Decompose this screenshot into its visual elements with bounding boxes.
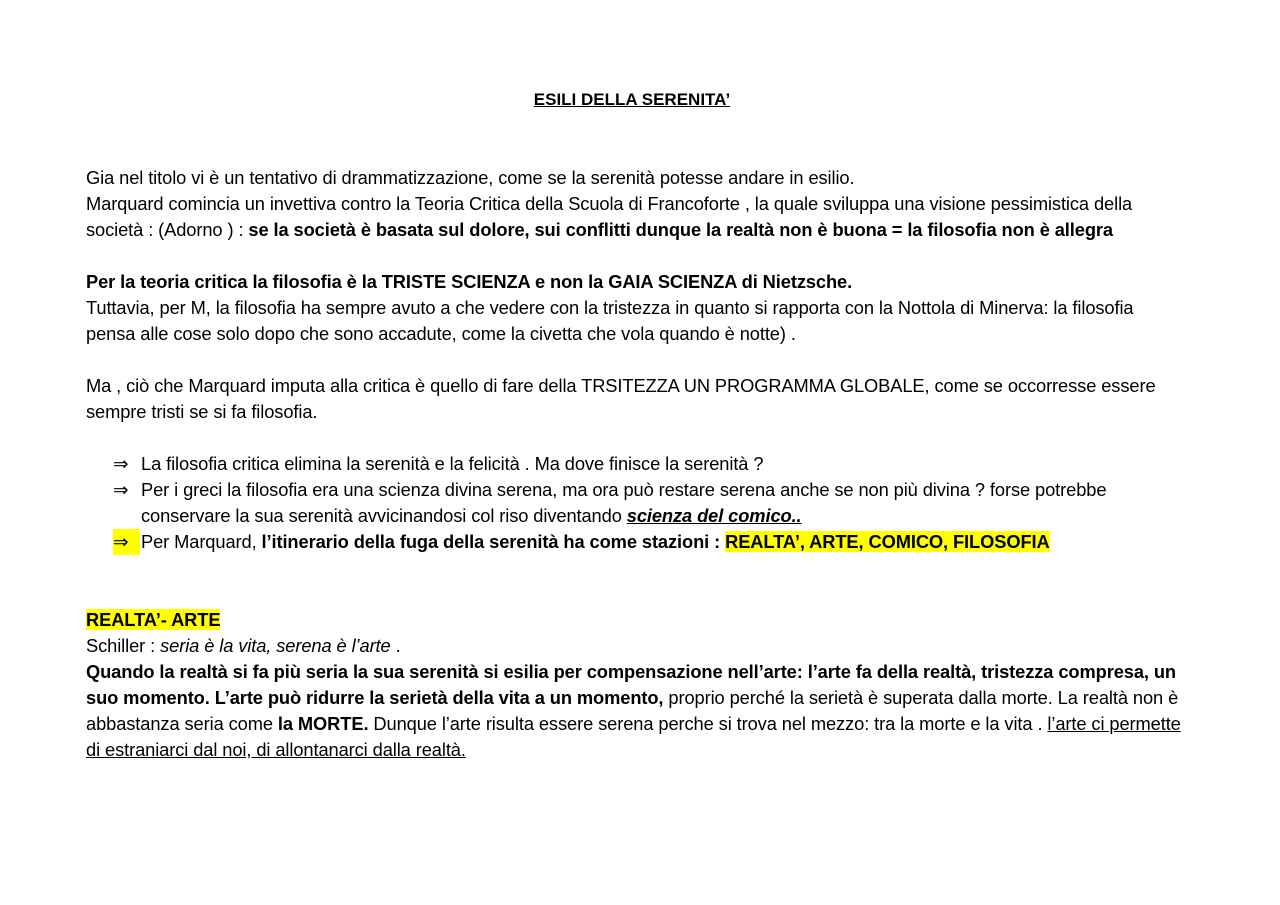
paragraph-critica <box>86 269 1186 347</box>
intro-line-2: Marquard comincia un invettiva contro la Teoria Critica della Scuola di Francoforte , la quale sviluppa una visione pessimistica della società : (Adorno ) : <box>86 193 1133 240</box>
arrow-icon: ⇒ <box>113 479 129 500</box>
arte-bold-1: Quando la realtà si fa più seria la sua serenità si esilia per compensazione nell’arte: l’arte fa della realtà, tristezza compresa, un suo momento. L’arte può ridurre la serietà della vita a un momento, <box>86 661 1177 708</box>
bullet-list <box>86 451 1186 555</box>
section-heading <box>86 607 1186 633</box>
bullet-2-emphasis: scienza del comico.. <box>626 505 802 526</box>
intro-bold: se la società è basata sul dolore, sui conflitti dunque la realtà non è buona = la filosofia non è allegra <box>248 219 1113 240</box>
schiller-end: . <box>390 635 401 656</box>
spacer <box>86 581 1186 607</box>
bullet-item <box>86 529 1186 555</box>
bullet-3-text: Per Marquard, <box>141 531 262 552</box>
arte-underlined: l’arte ci permette di estraniarci dal noi, di allontanarci dalla realtà. <box>86 713 1181 760</box>
arrow-icon: ⇒ <box>113 529 140 555</box>
bullet-2-text: Per i greci la filosofia era una scienza divina serena, ma ora può restare serena anche se non più divina ? forse potrebbe conservare la sua serenità avvicinandosi col riso diventando <box>141 479 1107 526</box>
arrow-icon: ⇒ <box>113 453 129 474</box>
schiller-quote: seria è la vita, serena è l’arte <box>160 635 391 656</box>
intro-line-1: Gia nel titolo vi è un tentativo di drammatizzazione, come se la serenità potesse andare in esilio. <box>86 167 855 188</box>
bullet-item <box>86 451 1186 477</box>
document-title: ESILI DELLA SERENITA’ <box>533 90 731 109</box>
spacer <box>86 425 1186 451</box>
spacer <box>86 243 1186 269</box>
critica-text: Tuttavia, per M, la filosofia ha sempre avuto a che vedere con la tristezza in quanto si rapporta con la Nottola di Minerva: la filosofia pensa alle cose solo dopo che sono accadute, come la civetta che vola quando è notte) . <box>86 297 1134 344</box>
bullet-3-highlight: REALTA’, ARTE, COMICO, FILOSOFIA <box>725 531 1050 552</box>
bullet-3-bold: l’itinerario della fuga della serenità ha come stazioni : <box>261 531 726 552</box>
paragraph-marquard: Ma , ciò che Marquard imputa alla critica è quello di fare della TRSITEZZA UN PROGRAMMA GLOBALE, come se occorresse essere sempre tristi se si fa filosofia. <box>86 375 1156 422</box>
spacer <box>86 555 1186 581</box>
schiller-line <box>86 633 1186 659</box>
bullet-item <box>86 477 1186 529</box>
document-body <box>86 165 1186 763</box>
section-heading-text: REALTA’- ARTE <box>86 609 221 630</box>
arte-text-2: Dunque l’arte risulta essere serena perche si trova nel mezzo: tra la morte e la vita . <box>368 713 1048 734</box>
critica-bold: Per la teoria critica la filosofia è la TRISTE SCIENZA e non la GAIA SCIENZA di Nietzsche. <box>86 271 853 292</box>
arte-bold-2: la MORTE. <box>277 713 369 734</box>
paragraph-arte <box>86 659 1186 763</box>
spacer <box>86 347 1186 373</box>
schiller-label: Schiller : <box>86 635 161 656</box>
bullet-1-text: La filosofia critica elimina la serenità e la felicità . Ma dove finisce la serenità ? <box>141 453 764 474</box>
arte-text-1: proprio perché la serietà è superata dalla morte. La realtà non è abbastanza seria come <box>86 687 1179 734</box>
paragraph-intro <box>86 165 1186 243</box>
